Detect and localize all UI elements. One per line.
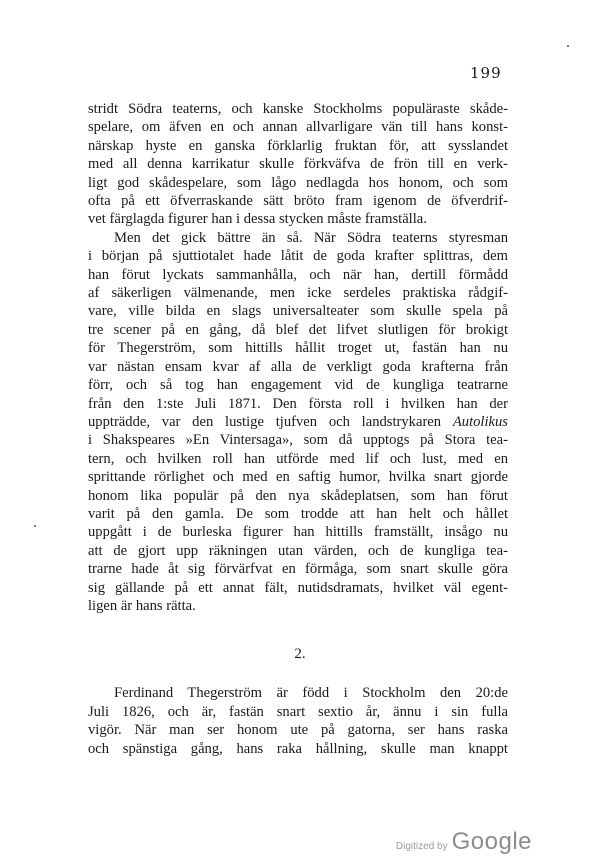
text-line: vigör. När man ser honom ute på gatorna, ser hans raska [88, 722, 508, 739]
text-line: för Thegerström, som hittills hållit troget ut, fastän han nu [88, 340, 508, 357]
section-number: 2. [294, 646, 306, 662]
text-line: stridt Södra teaterns, och kanske Stockholms populäraste skåde- [88, 101, 508, 117]
text-line: ofta på ett öfverraskande sätt bröto fram igenom de öfverdrif- [88, 193, 508, 210]
google-logo: Google [451, 828, 532, 855]
text-line: förr, och så tog han engagement vid de kungliga teatrarne [88, 377, 508, 394]
text-line: vare, ville bilda en slags universalteater som skulle spela på [88, 303, 508, 320]
paragraph [88, 684, 508, 758]
body-text [88, 100, 508, 615]
text-line: varit på den gamla. De som trodde att han helt och hållet [88, 505, 508, 522]
text-line: i början på sjuttiotalet hade låtit de goda krafter splittras, dem [88, 248, 508, 265]
digitized-watermark [396, 828, 532, 856]
text-line: tre scener på en gång, då blef det lifvet slutligen för brokigt [88, 321, 508, 338]
text-line: tern, och hvilken roll han utförde med lif och lust, med en [88, 450, 508, 467]
text-line: i Shakspeares »En Vintersaga», som då upptogs på Stora tea- [88, 432, 508, 449]
text-line: han förut lyckats sammanhålla, och när han, dertill förmådd [88, 266, 508, 283]
text-line: honom lika populär på den nya skådeplatsen, som han förut [88, 487, 508, 504]
text-line: att de gjort upp räkningen utan värden, och de kungliga tea- [88, 542, 508, 559]
text-line: ligen är hans rätta. [88, 597, 196, 614]
page-number: 199 [470, 64, 502, 82]
text-line: spelare, om äfven en och annan allvarligare vän till hans konst- [88, 119, 508, 136]
text-line: sprittande rörlighet och med en saftig humor, hvilka snart gjorde [88, 469, 508, 486]
text-line: vet färglagda figurer han i dessa stycken måste framställa. [88, 211, 427, 228]
watermark-prefix: Digitized by [395, 841, 448, 852]
text-span: uppträdde, var den lustige tjufven och landstrykaren [88, 413, 453, 430]
text-line: Ferdinand Thegerström är född i Stockholm den 20:de [114, 685, 508, 701]
text-line: Juli 1826, och är, fastän snart sextio år, ännu i sin fulla [88, 703, 508, 720]
text-line: trarne hade åt sig förvärfvat en förmåga, som snart skulle göra [88, 561, 508, 578]
text-line: närskap hyste en ganska förklarlig fruktan för, att sysslandet [88, 137, 508, 154]
text-line: från den 1:ste Juli 1871. Den första roll i hvilken han der [88, 395, 508, 412]
text-line: med all denna karrikatur skulle förkväfva de frön till en verk- [88, 156, 508, 173]
text-line: sig gällande på ett annat fält, nutidsdramats, hvilket väl egent- [88, 579, 508, 596]
paragraph [88, 229, 508, 616]
scan-speck [567, 45, 569, 47]
italic-role-name: Autolikus [452, 413, 508, 430]
text-line: var nästan ensam kvar af alla de verkligt goda krafterna från [88, 358, 508, 375]
scan-speck [34, 525, 36, 527]
text-line: och spänstiga gång, hans raka hållning, skulle man knappt [88, 740, 508, 757]
text-line: uppgått i de burleska figurer han hittills framställt, insågo nu [88, 524, 508, 541]
text-line: Men det gick bättre än så. När Södra teaterns styresman [114, 229, 508, 246]
text-line: af säkerligen välmenande, men icke serdeles praktiska rådgif- [88, 285, 508, 302]
text-line: ligt god skådespelare, som lågo nedlagda hos honom, och som [88, 174, 508, 191]
text-line [88, 413, 508, 431]
paragraph [88, 100, 508, 229]
section-text [88, 684, 508, 758]
